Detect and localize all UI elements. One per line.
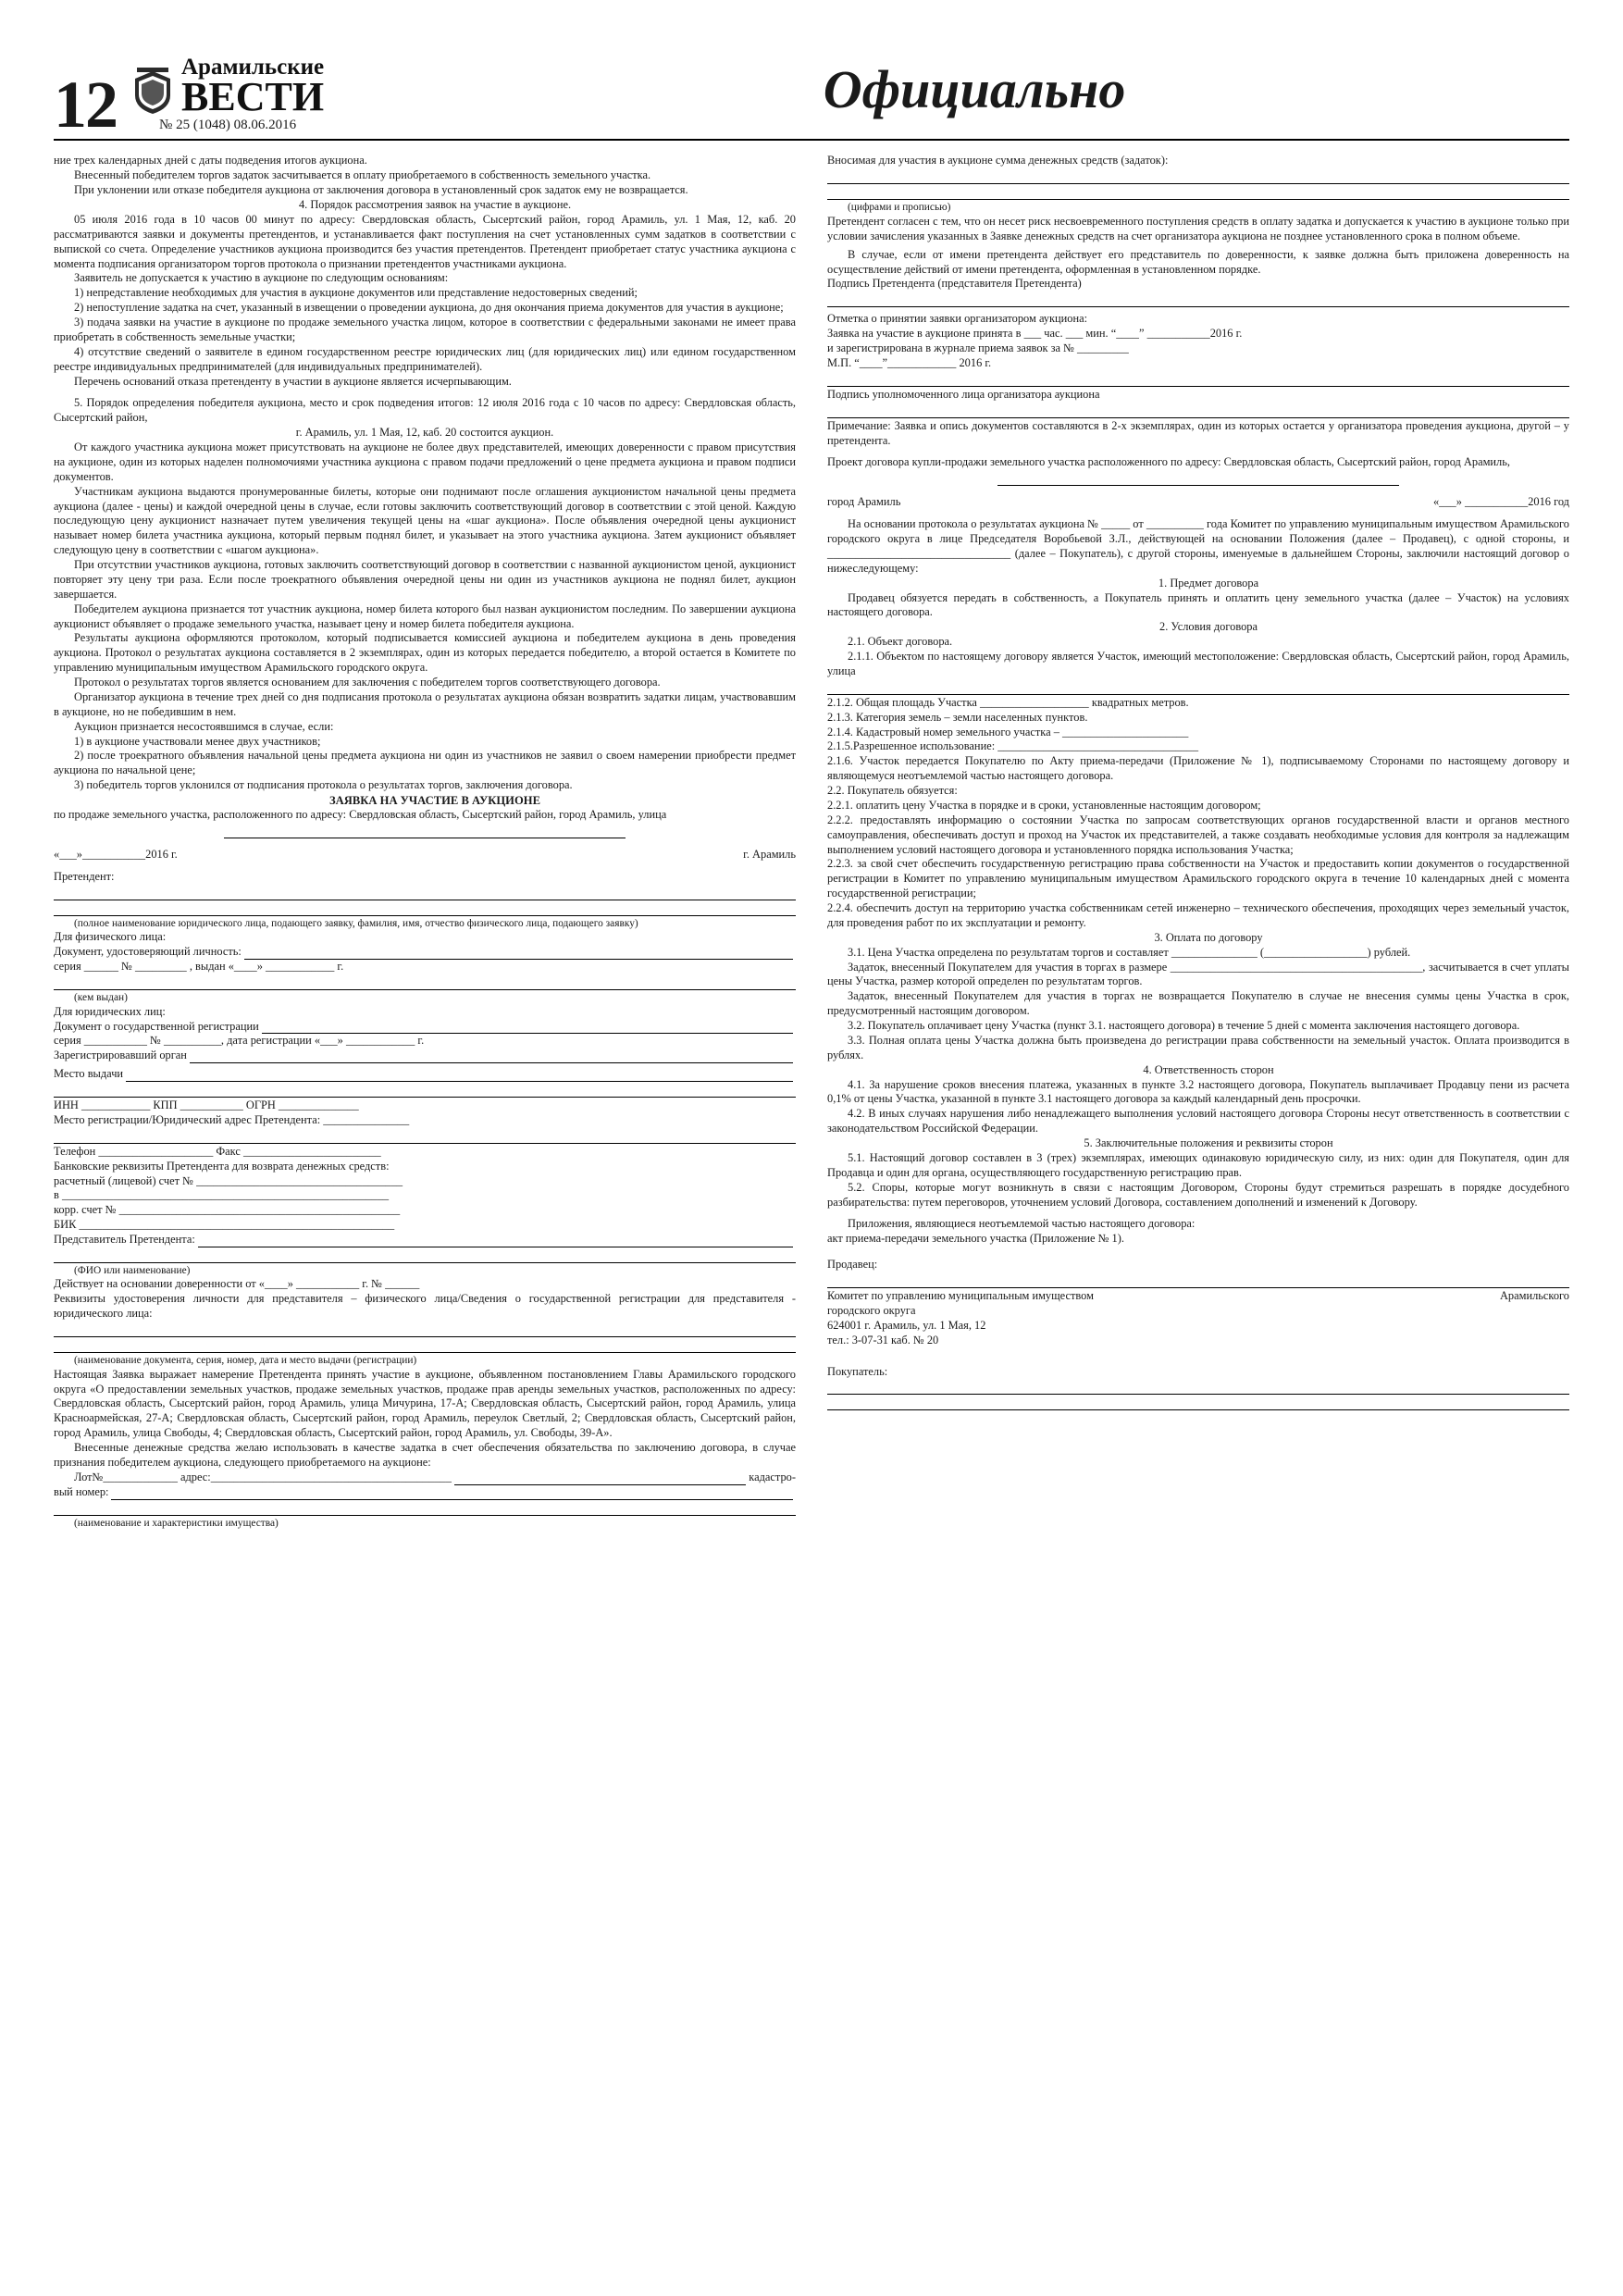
fill-line[interactable]: [827, 405, 1569, 418]
paragraph[interactable]: 3.1. Цена Участка определена по результатам торгов и составляет _______________ (__________________) рублей.: [848, 945, 1411, 959]
reg-doc-row: [54, 1020, 796, 1035]
left-column: [54, 154, 796, 1530]
paragraph: Перечень оснований отказа претенденту в участии в аукционе является исчерпывающим.: [74, 374, 512, 388]
authorized-signature-label: Подпись уполномоченного лица организатора аукциона: [827, 387, 1100, 401]
field-caption: (ФИО или наименование): [74, 1264, 191, 1276]
fill-line[interactable]: [827, 1275, 1569, 1288]
signature-label: Подпись Претендента (представителя Претендента): [827, 277, 1082, 291]
paragraph: 5.1. Настоящий договор составлен в 3 (трех) экземплярах, имеющих одинаковую юридическую силу, из них: один для Покупателя, один для Продавца и один для органа, осуществляющего государственную регистрацию прав.: [827, 1150, 1569, 1179]
issue-line: № 25 (1048) 08.06.2016: [159, 118, 297, 133]
field-caption: (цифрами и прописью): [848, 202, 951, 214]
fill-line[interactable]: [827, 374, 1569, 387]
fill-line[interactable]: [111, 1489, 793, 1500]
field-label: Место выдачи: [54, 1067, 124, 1081]
registration-address-field[interactable]: Место регистрации/Юридический адрес Претендента: _______________: [54, 1112, 410, 1126]
lot-field[interactable]: Лот№_____________ адрес:__________________________________________: [74, 1470, 452, 1483]
field-label: Представитель Претендента:: [54, 1233, 195, 1247]
stamp-date-field[interactable]: М.П. “____”____________ 2016 г.: [827, 355, 992, 369]
columns: [54, 154, 1569, 1530]
fill-line[interactable]: [997, 474, 1398, 486]
paragraph: При уклонении или отказе победителя аукциона от заключения договора в установленный срок задаток ему не возвращается.: [74, 183, 688, 197]
paragraph: 2.1.1. Объектом по настоящему договору является Участок, имеющий местоположение: Свердловская область, Сысертский район, город Арамиль, улица: [827, 650, 1569, 677]
paragraph: Продавец обязуется передать в собственность, а Покупатель принять и оплатить цену земельного участка (далее – Участок) на условиях настоящего договора.: [827, 590, 1569, 619]
paragraph: 3.3. Полная оплата цены Участка должна быть произведена до регистрации права собственности на земельный участок. Оплата производится в рублях.: [827, 1033, 1569, 1061]
paragraph: 2) непоступление задатка на счет, указанный в извещении о проведении аукциона, до дня окончания приема документов для участия в аукционе;: [74, 301, 784, 315]
seller-label: Продавец:: [827, 1258, 878, 1272]
paragraph: 2.2.1. оплатить цену Участка в порядке и в сроки, установленные настоящим договором;: [827, 798, 1261, 812]
fill-line[interactable]: [827, 187, 1569, 200]
fill-line[interactable]: [126, 1071, 793, 1082]
fill-line[interactable]: [54, 903, 796, 916]
fill-line[interactable]: [224, 826, 625, 838]
paragraph: 2.1.6. Участок передается Покупателю по Акту приема-передачи (Приложение № 1), подписываемому Сторонами по настоящему договору и являющемуся неотъемлемой частью настоящего договора.: [827, 754, 1569, 783]
page-number: 12: [54, 68, 117, 143]
logo-top: Арамильские: [181, 55, 325, 80]
fill-line[interactable]: [54, 1503, 796, 1516]
section-heading: 2. Условия договора: [1159, 620, 1258, 634]
paragraph: ние трех календарных дней с даты подведения итогов аукциона.: [54, 154, 367, 168]
fill-line[interactable]: [190, 1052, 793, 1063]
fill-line[interactable]: [54, 1324, 796, 1337]
paragraph: Протокол о результатах торгов является основанием для заключения с победителем торгов соответствующего договора.: [74, 676, 661, 689]
series-field[interactable]: серия ______ № _________ , выдан «____» ____________ г.: [54, 960, 344, 974]
application-title: ЗАЯВКА НА УЧАСТИЕ В АУКЦИОНЕ: [329, 794, 540, 808]
field-label: Для физического лица:: [54, 930, 167, 944]
paragraph: 2.2.2. предоставлять информацию о состоянии Участка по запросам соответствующих органов государственной власти и органов местного самоуправления, обеспечивать доступ и проход на Участок их представителей, а также создавать необходимые условия для контроля за надлежащим выполнением условий настоящего договора и установленного порядка использования Участка;: [827, 813, 1569, 856]
registration-journal-field[interactable]: и зарегистрирована в журнале приема заявок за № _________: [827, 341, 1129, 355]
place-field: г. Арамиль: [743, 848, 796, 862]
masthead-left: [54, 55, 325, 143]
account-field[interactable]: расчетный (лицевой) счет № ____________________________________: [54, 1173, 403, 1187]
reg-organ-row: [54, 1049, 796, 1063]
issue-place-row: [54, 1067, 796, 1082]
section-heading-sub: г. Арамиль, ул. 1 Мая, 12, каб. 20 состоится аукцион.: [295, 426, 554, 440]
paragraph: Участникам аукциона выдаются пронумерованные билеты, которые они поднимают после оглашения аукционистом начальной цены предмета аукциона (далее - цены) и каждой очередной цены в случае, если готовы заключить соответствующий договор в соответствии с этой ценой. Каждую последующую цену аукционист назначает путем увеличения текущей цены на «шаг аукциона». После объявления очередной цены аукционист называет номер билета участника аукциона, который первым поднял билет, и указывает на этого участника аукциона. Затем аукционист объявляет следующую цену в соответствии с «шагом аукциона».: [54, 484, 796, 557]
logo-bottom: ВЕСТИ: [181, 74, 325, 119]
cadastral-row: [54, 1485, 796, 1500]
fill-line[interactable]: [54, 1131, 796, 1144]
paragraph: акт приема-передачи земельного участка (Приложение № 1).: [827, 1232, 1124, 1246]
id-doc-row: [54, 945, 796, 960]
fill-line[interactable]: [827, 171, 1569, 184]
note: Примечание: Заявка и опись документов составляются в 2-х экземплярах, один из которых остается у организатора проведения аукциона, другой – у претендента.: [827, 418, 1569, 447]
fill-line[interactable]: [454, 1474, 746, 1485]
cadastral-label: кадастро-: [749, 1470, 796, 1483]
paragraph: 2.1. Объект договора.: [848, 635, 953, 649]
contract-draft-title: Проект договора купли-продажи земельного участка расположенного по адресу: Свердловская область, Сысертский район, город Арамиль,: [827, 455, 1510, 469]
paragraph: 2.2.4. обеспечить доступ на территорию участка собственникам сетей инженерно – технического обеспечения, проходящих через земельный участок, для проведения работ по их эксплуатации и ремонту.: [827, 901, 1569, 929]
fill-line[interactable]: [54, 977, 796, 990]
seller-name-2: Арамильского: [1499, 1289, 1569, 1303]
paragraph: 1) в аукционе участвовали менее двух участников;: [74, 734, 321, 748]
section-heading: 4. Порядок рассмотрения заявок на участие в аукционе.: [298, 198, 572, 212]
cadastral-label-2: вый номер:: [54, 1484, 109, 1498]
section-heading: 5. Заключительные положения и реквизиты сторон: [1084, 1136, 1333, 1150]
seller-name: Комитет по управлению муниципальным имуществом: [827, 1289, 1094, 1303]
seller-name-3: городского округа: [827, 1303, 916, 1317]
logo-block: [131, 55, 325, 119]
date-place-row: [54, 848, 796, 863]
section-heading: 1. Предмет договора: [1158, 576, 1259, 590]
paragraph: Внесенный победителем торгов задаток засчитывается в оплату приобретаемого в собственность земельного участка.: [74, 168, 651, 182]
paragraph: 3) подача заявки на участие в аукционе по продаже земельного участка лицом, которое в соответствии с федеральными законами не имеет права приобретать в собственность земельные участки;: [54, 316, 796, 343]
paragraph: Внесенные денежные средства желаю использовать в качестве задатка в счет обеспечения обязательства по заключению договора, в случае признания победителем аукциона, следующего приобретаемого на аукционе:: [54, 1441, 796, 1469]
phone-fax-field[interactable]: Телефон ____________________ Факс ________________________: [54, 1144, 381, 1158]
application-subtitle: по продаже земельного участка, расположенного по адресу: Свердловская область, Сысертский район, город Арамиль, улица: [54, 808, 667, 822]
acceptance-time-field[interactable]: Заявка на участие в аукционе принята в ___ час. ___ мин. “____” ___________2016 г.: [827, 327, 1243, 341]
logo-text: [181, 55, 325, 119]
paragraph: Заявитель не допускается к участию в аукционе по следующим основаниям:: [74, 271, 449, 285]
paragraph: 3.2. Покупатель оплачивает цену Участка (пункт 3.1. настоящего договора) в течение 5 дней с момента заключения настоящего договора.: [848, 1019, 1520, 1033]
buyer-label: Покупатель:: [827, 1364, 888, 1378]
fill-line[interactable]: [827, 294, 1569, 307]
fill-line[interactable]: [54, 887, 796, 900]
paragraph: Вносимая для участия в аукционе сумма денежных средств (задаток):: [827, 154, 1169, 168]
city-label: город Арамиль: [827, 495, 901, 509]
fill-line[interactable]: [54, 1085, 796, 1098]
fill-line[interactable]: [244, 949, 793, 960]
paragraph: 4.1. За нарушение сроков внесения платежа, указанных в пункте 3.2 настоящего договора, Покупатель выплачивает Продавцу пени из расчета 0,1% от цены Участка, указанной в пункте 3.1 настоящего договора за каждый календарный день просрочки.: [827, 1077, 1569, 1106]
paragraph: 2.1.3. Категория земель – земли населенных пунктов.: [827, 710, 1088, 724]
field-caption: (кем выдан): [74, 992, 128, 1004]
fill-line[interactable]: [262, 1023, 793, 1034]
paragraph: 05 июля 2016 года в 10 часов 00 минут по адресу: Свердловская область, Сысертский район, город Арамиль, ул. 1 Мая, 12, каб. 20 рассматриваются заявки и документы претендентов, и устанавливается факт поступления на счет установленных сумм задатков в соответствии с выпиской со счета. Определение участников аукциона производится без участия претендентов. Претендент приобретает статус участника аукциона с момента подписания организатором торгов протокола о признании претендентов участниками аукциона.: [54, 212, 796, 270]
paragraph: 2.2. Покупатель обязуется:: [827, 784, 958, 798]
paragraph: Победителем аукциона признается тот участник аукциона, номер билета которого был назван аукционистом последним. По завершении аукциона аукционист объявляет о продаже земельного участка, называет цену и номер билета победителя аукциона.: [54, 602, 796, 630]
right-column: [827, 154, 1569, 1530]
date-field[interactable]: «___»___________2016 г.: [54, 848, 178, 862]
requisites-label: Реквизиты удостоверения личности для представителя – физического лица/Сведения о государственной регистрации для представителя - юридического лица:: [54, 1292, 796, 1321]
paragraph: От каждого участника аукциона может присутствовать на аукционе не более двух представителей, имеющих доверенности с правом присутствия на аукционе, один из которых наделен полномочиями участника аукциона с правом подачи предложений о цене предмета аукциона и правом подписи документов.: [54, 441, 796, 483]
pretendent-label: Претендент:: [54, 869, 115, 883]
field-label: Документ, удостоверяющий личность:: [54, 945, 242, 959]
paragraph: Претендент согласен с тем, что он несет риск несвоевременного поступления средств в оплату задатка и допускается к участию в аукционе только при условии зачисления указанных в Заявке денежных средств на счет организатора аукциона не позднее установленного срока в полном объеме.: [827, 214, 1569, 242]
paragraph: 2.2.3. за свой счет обеспечить государственную регистрацию права собственности на Участок и предоставить копии документов о государственной регистрации в Комитет по управлению муниципальным имуществом Арамильского городского округа в течение 10 календарных дней с момента государственной регистрации;: [827, 857, 1569, 900]
bik-field[interactable]: БИК _______________________________________________________: [54, 1218, 395, 1232]
field-caption: (полное наименование юридического лица, подающего заявку, фамилия, имя, отчество физического лица, подающего заявку): [74, 917, 638, 929]
field-label: Для юридических лиц:: [54, 1004, 166, 1018]
paragraph: На основании протокола о результатах аукциона № _____ от __________ года Комитет по управлению муниципальным имуществом Арамильского городского округа в лице Председателя Воробьевой З.Л., действующей на основании Положения (далее – Продавец), с одной стороны, и ________________________________ (далее – Покупатель), с другой стороны, именуемые в дальнейшем Стороны, заключили настоящий договор о нижеследующему:: [827, 517, 1569, 575]
power-of-attorney-field[interactable]: Действует на основании доверенности от «____» ___________ г. № ______: [54, 1277, 420, 1291]
representative-row: [54, 1233, 796, 1247]
paragraph: 3) победитель торгов уклонился от подписания протокола о результатах торгов, заключения договора.: [74, 778, 573, 792]
fill-line[interactable]: [827, 682, 1569, 695]
corr-account-field[interactable]: корр. счет № _________________________________________________: [54, 1203, 401, 1217]
city-date-row: [827, 495, 1569, 510]
paragraph[interactable]: Задаток, внесенный Покупателем для участия в торгах в размере ____________________________________________, засчитывается в счет уплаты цены Участка, размер которой определен по результатам торгов.: [827, 960, 1569, 988]
series2-field[interactable]: серия ___________ № __________, дата регистрации «___» ____________ г.: [54, 1034, 425, 1048]
section-heading: 3. Оплата по договору: [1154, 930, 1263, 944]
paragraph: 2) после троекратного объявления начальной цены предмета аукциона ни один из участников не заявил о своем намерении приобрести предмет аукциона по начальной цене;: [54, 749, 796, 777]
seller-address: 624001 г. Арамиль, ул. 1 Мая, 12: [827, 1318, 986, 1332]
masthead: [54, 56, 1569, 141]
paragraph: Настоящая Заявка выражает намерение Претендента принять участие в аукционе, объявленном постановлением Главы Арамильского городского округа «О предоставлении земельных участков, продаже земельных участков, продаже прав аренды земельных участков, расположенных по адресу: Свердловская область, Сысертский район, город Арамиль, улица Мичурина, 17-А; Свердловская область, Сысертский район, город Арамиль, улица Красноармейская, 27-А; Свердловская область, Сысертский район, город Арамиль, переулок Светлый, 2; Свердловская область, Сысертский район, город Арамиль, улица Свободы, 4; Свердловская область, Сысертский район, город Арамиль, ул. Свободы, 39-А».: [54, 1367, 796, 1440]
lot-row: [54, 1471, 796, 1485]
inn-kpp-ogrn-field[interactable]: ИНН ____________ КПП ___________ ОГРН ______________: [54, 1098, 359, 1112]
paragraph: 1) непредставление необходимых для участия в аукционе документов или представление недостоверных сведений;: [74, 286, 638, 300]
fill-line[interactable]: [54, 1250, 796, 1263]
paragraph: В случае, если от имени претендента действует его представитель по доверенности, к заявке должна быть приложена доверенность на осуществление действий от имени претендента, оформленная в установленном порядке.: [827, 247, 1569, 276]
paragraph: Приложения, являющиеся неотъемлемой частью настоящего договора:: [848, 1217, 1196, 1231]
bank-label: Банковские реквизиты Претендента для возврата денежных средств:: [54, 1159, 390, 1173]
paragraph: Результаты аукциона оформляются протоколом, который подписывается комиссией аукциона и победителем аукциона в день проведения аукциона. Протокол о результатах аукциона составляется в 2 экземплярах, один из которых передается победителю, а второй остается в Комитете по управлению муниципальным имуществом Арамильского городского округа.: [54, 631, 796, 675]
acceptance-label: Отметка о принятии заявки организатором аукциона:: [827, 312, 1088, 326]
paragraph: 4.2. В иных случаях нарушения либо ненадлежащего выполнения условий настоящего договора Стороны несут ответственность в соответствии с законодательством Российской Федерации.: [827, 1107, 1569, 1136]
paragraph: 4) отсутствие сведений о заявителе в едином государственном реестре юридических лиц (для юридических лиц) или едином государственном реестре индивидуальных предпринимателей (для индивидуальных предпринимателей).: [54, 344, 796, 373]
paragraph: 5.2. Споры, которые могут возникнуть в связи с настоящим Договором, Стороны будут стремиться разрешать в порядке досудебного разбирательства: путем переговоров, уточнением условий Договора, составлением дополнений и изменений к Договору.: [827, 1180, 1569, 1209]
paragraph[interactable]: 2.1.4. Кадастровый номер земельного участка – ______________________: [827, 725, 1189, 738]
paragraph[interactable]: 2.1.5.Разрешенное использование: ___________________________________: [827, 739, 1199, 753]
page-title: Официально: [823, 59, 1126, 120]
contract-date-field[interactable]: «___» ___________2016 год: [1432, 495, 1569, 509]
bank-name-field[interactable]: в _________________________________________________________: [54, 1188, 390, 1202]
paragraph: Задаток, внесенный Покупателем для участия в торгах не возвращается Покупателю в случае не внесения суммы цены Участка в срок, предусмотренный настоящим договором.: [827, 989, 1569, 1018]
seller-phone: тел.: 3-07-31 каб. № 20: [827, 1333, 939, 1347]
field-label: Зарегистрировавший орган: [54, 1049, 187, 1062]
fill-line[interactable]: [827, 1397, 1569, 1410]
fill-line[interactable]: [198, 1236, 793, 1247]
paragraph: При отсутствии участников аукциона, готовых заключить соответствующий договор в соответствии с названной аукционистом ценой, аукционист повторяет эту цену три раза. Если после троекратного объявления очередной цены ни один из участников аукциона не поднял билет, аукцион завершается.: [54, 558, 796, 601]
field-label: Документ о государственной регистрации: [54, 1019, 259, 1033]
fill-line[interactable]: [827, 1382, 1569, 1395]
paragraph: Организатор аукциона в течение трех дней со дня подписания протокола о результатах аукциона обязан возвратить задатки лицам, участвовавшим в аукционе, но не победившим в нем.: [54, 689, 796, 718]
section-heading: 5. Порядок определения победителя аукциона, место и срок подведения итогов: 12 июля 2016 года с 10 часов по адресу: Свердловская область, Сысертский район,: [54, 396, 796, 425]
fill-line[interactable]: [54, 1340, 796, 1353]
paragraph: Аукцион признается несостоявшимся в случае, если:: [74, 719, 334, 733]
field-caption: (наименование и характеристики имущества): [74, 1517, 279, 1529]
section-heading: 4. Ответственность сторон: [1143, 1062, 1274, 1076]
paragraph[interactable]: 2.1.2. Общая площадь Участка ___________________ квадратных метров.: [827, 695, 1189, 709]
seller-name-row: [827, 1289, 1569, 1304]
field-caption: (наименование документа, серия, номер, дата и место выдачи (регистрации): [74, 1355, 417, 1367]
coat-of-arms-icon: [131, 68, 174, 116]
logo-stack: [131, 56, 324, 133]
